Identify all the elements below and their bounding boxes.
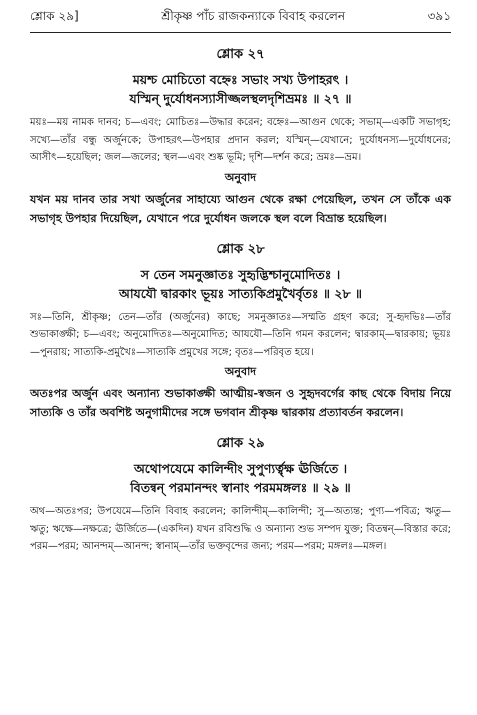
synonyms: ময়ঃ—ময় নামক দানব; চ—এবং; মোচিতঃ—উদ্ধার করেন; বহ্নেঃ—আগুন থেকে; সভাম্—একটি সভাগৃহ; সখ্যে—তাঁর বন্ধু অর্জুনকে; উপাহরৎ—উপহার প্রদান করল; যস্মিন্—যেখানে; দুর্যোধনস্য—দুর্যোধনের; আসীৎ—হয়েছিল; জল—জলের; স্থল—এবং শুষ্ক ভূমি; দৃশি—দর্শন করে; ভ্রমঃ—ভ্রম। [30,117,451,163]
page-number: ৩৯১ [427,9,451,23]
verse-line: ময়শ্চ মোচিতো বহ্নেঃ সভাং সখ্য উপাহরৎ । [132,72,349,87]
verse-line: যস্মিন্ দুর্যোধনস্যাসীজ্জলস্থলদৃশিভ্রমঃ ॥ ২৭ ॥ [129,91,352,106]
synonyms: অথ—অতঃপর; উপযেমে—তিনি বিবাহ করলেন; কালিন্দীম্—কালিন্দী; সু—অত্যন্ত; পুণ্য—পবিত্র; ঋতু—ঋতু; ঋক্ষে—নক্ষত্রে; ঊর্জিতে—(একদিন) যখন রবিশুদ্ধি ও অন্যান্য শুভ সম্পদ যুক্ত; বিতন্বন্—বিস্তার করে; পরম—পরম; আনন্দম্—আনন্দ; স্বানাম্—তাঁর ভক্তবৃন্দের জন্য; পরম—পরম; মঙ্গলঃ—মঙ্গল। [30,506,451,552]
header-title: শ্রীকৃষ্ণ পাঁচ রাজকন্যাকে বিবাহ করলেন [161,9,345,23]
verse-number: শ্লোক ২৭ [216,47,265,62]
running-header [30,8,451,30]
translation: অতঃপর অর্জুন এবং অন্যান্য শুভাকাঙ্ক্ষী আত্মীয়-স্বজন ও সুহৃদবর্গের কাছ থেকে বিদায় নিয়ে সাত্যকি ও তাঁর অবশিষ্ট অনুগামীদের সঙ্গে ভগবান শ্রীকৃষ্ণ দ্বারকায় প্রত্যাবর্তন করলেন। [30,387,451,419]
header-verse-ref: শ্লোক ২৯] [30,9,79,23]
verse-line: অথোপযেমে কালিন্দীং সুপুণ্যর্ত্বৃক্ষ ঊর্জিতে । [133,461,348,476]
translation-heading: অনুবাদ [224,365,257,378]
verse-number: শ্লোক ২৮ [216,241,265,257]
verse-line: আযযৌ দ্বারকাং ভূয়ঃ সাত্যকিপ্রমুখৈর্বৃতঃ ॥ ২৮ ॥ [118,285,363,301]
translation-heading: অনুবাদ [224,170,257,184]
translation: যখন ময় দানব তার সখা অর্জুনের সাহায্যে আগুন থেকে রক্ষা পেয়েছিল, তখন সে তাঁকে এক সভাগৃহ উপহার দিয়েছিল, যেখানে পরে দুর্যোধন জলকে স্থল বলে বিভ্রান্ত হয়েছিল। [30,192,451,225]
header-rule [30,32,451,33]
verse-line: বিতন্বন্ পরমানন্দং স্বানাং পরমমঙ্গলঃ ॥ ২৯ ॥ [130,480,351,495]
verse-line: স তেন সমনুজ্ঞাতঃ সুহৃদ্ভিশ্চানুমোদিতঃ । [140,266,341,282]
verse-number: শ্লোক ২৯ [216,436,265,451]
synonyms: সঃ—তিনি, শ্রীকৃষ্ণ; তেন—তাঁর (অর্জুনের) কাছে; সমনুজ্ঞাতঃ—সম্মতি গ্রহণ করে; সু-হৃদভিঃ—তাঁর শুভাকাঙ্ক্ষী; চ—এবং; অনুমোদিতঃ—অনুমোদিত; আযযৌ—তিনি গমন করলেন; দ্বারকাম্—দ্বারকায়; ভূয়ঃ—পুনরায়; সাত্যকি-প্রমুখৈঃ—সাত্যকি প্রমুখের সঙ্গে; বৃতঃ—পরিবৃত হয়ে। [30,311,451,358]
verse-29 [30,434,451,556]
verse-28 [30,240,451,423]
verse-27 [30,45,451,228]
